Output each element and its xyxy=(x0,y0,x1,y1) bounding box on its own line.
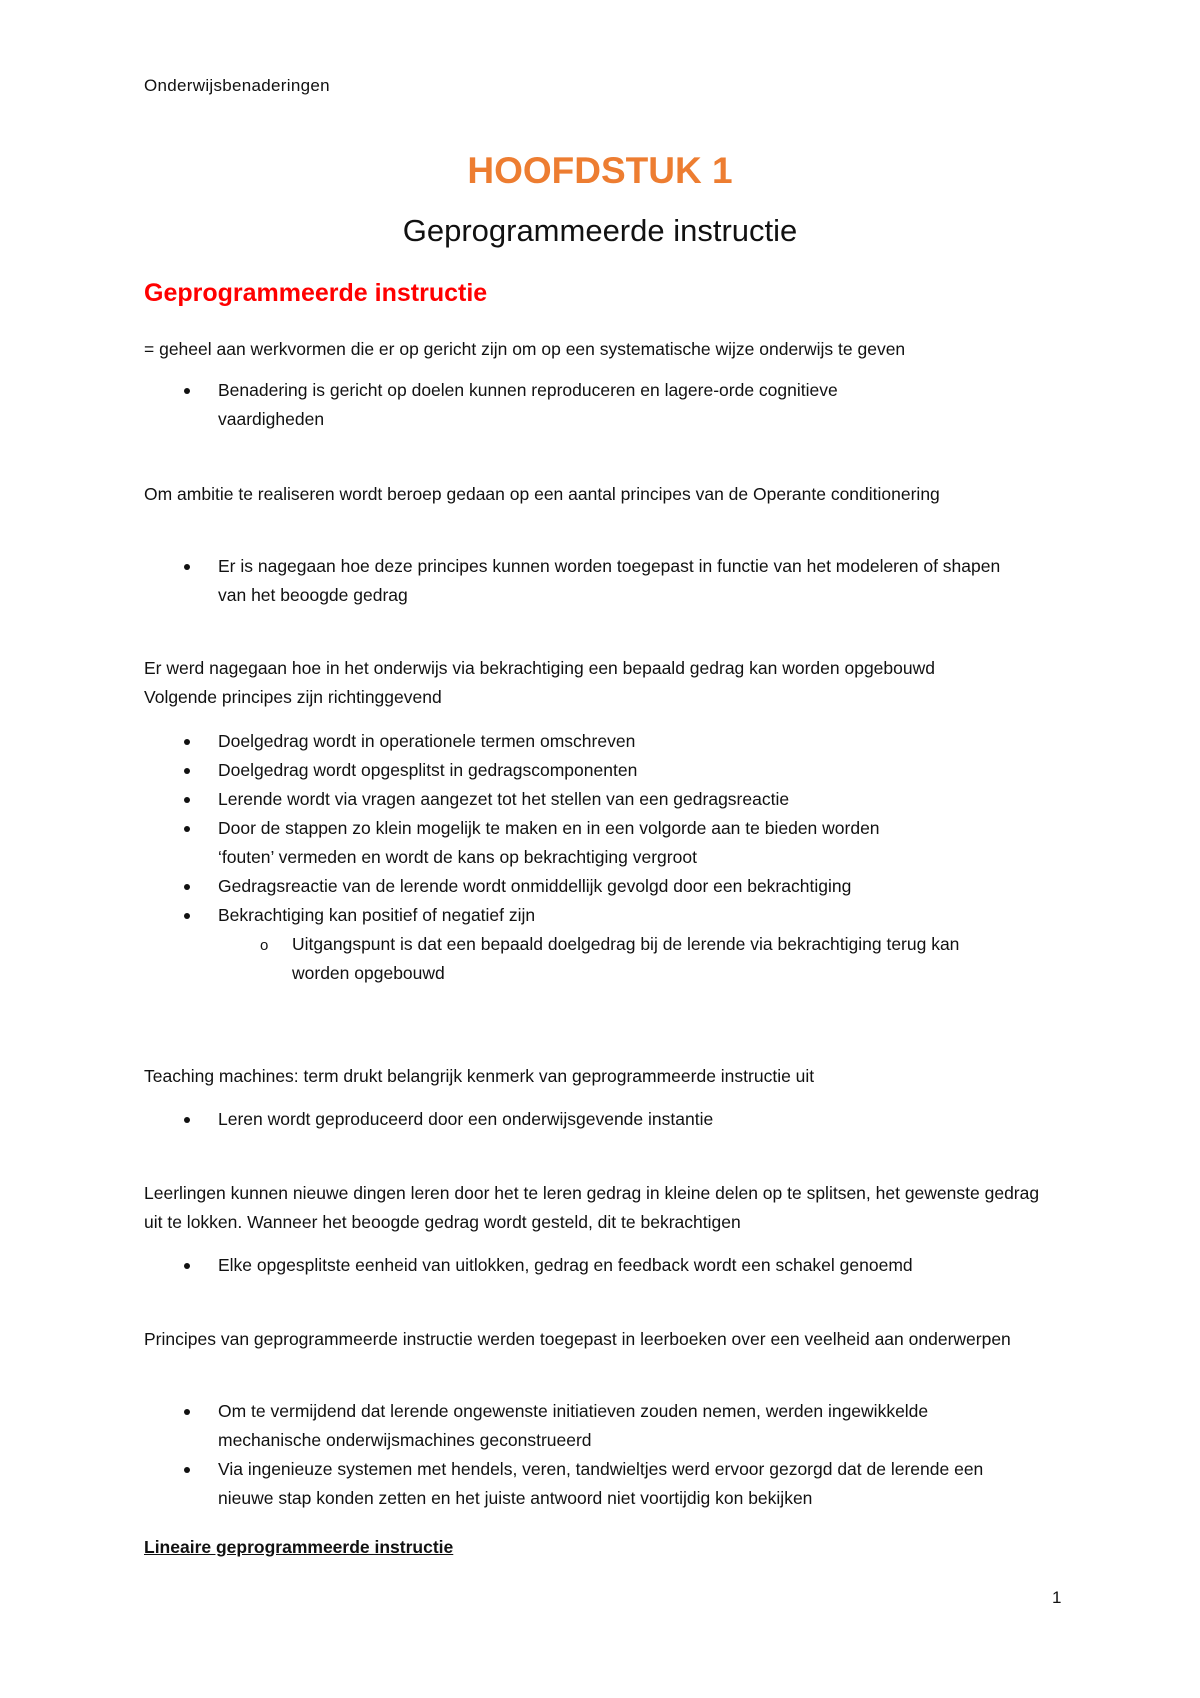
list-item xyxy=(144,1455,1074,1513)
list-item-text: Gedragsreactie van de lerende wordt onmiddellijk gevolgd door een bekrachtiging xyxy=(218,876,852,896)
list-item xyxy=(144,1397,1074,1455)
list-item-text: Via ingenieuze systemen met hendels, veren, tandwieltjes werd ervoor gezorgd dat de lerende een nieuwe stap konden zetten en het juiste antwoord niet voortijdig kon bekijken xyxy=(218,1459,984,1508)
bullet-icon xyxy=(184,884,190,890)
list-item xyxy=(144,727,1074,756)
list-item xyxy=(144,785,1074,814)
section-heading: Geprogrammeerde instructie xyxy=(144,279,488,307)
list-item-text: Lerende wordt via vragen aangezet tot het stellen van een gedragsreactie xyxy=(218,789,790,809)
paragraph-reinforcement-line2: Volgende principes zijn richtinggevend xyxy=(144,687,442,707)
list-item xyxy=(144,901,1074,988)
bullet-icon xyxy=(184,1263,190,1269)
paragraph-textbooks: Principes van geprogrammeerde instructie werden toegepast in leerboeken over een veelheid aan onderwerpen xyxy=(144,1329,1011,1349)
bullet-list-approach xyxy=(144,376,1074,434)
list-item-text: Bekrachtiging kan positief of negatief zijn xyxy=(218,905,536,925)
list-item-text: Om te vermijdend dat lerende ongewenste initiatieven zouden nemen, werden ingewikkelde mechanische onderwijsmachines geconstrueerd xyxy=(218,1401,929,1450)
bullet-icon xyxy=(184,913,190,919)
running-header: Onderwijsbenaderingen xyxy=(144,76,330,95)
bullet-icon xyxy=(184,768,190,774)
subsection-heading: Lineaire geprogrammeerde instructie xyxy=(144,1537,454,1557)
list-item xyxy=(144,376,1074,434)
list-item xyxy=(144,1251,1074,1280)
list-item-text: Leren wordt geproduceerd door een onderwijsgevende instantie xyxy=(218,1109,714,1129)
bullet-icon xyxy=(184,564,190,570)
bullet-list-machines xyxy=(144,1397,1074,1513)
list-item-text: Benadering is gericht op doelen kunnen reproduceren en lagere-orde cognitieve vaardigheden xyxy=(218,380,838,429)
paragraph-ambition: Om ambitie te realiseren wordt beroep gedaan op een aantal principes van de Operante conditionering xyxy=(144,484,940,504)
list-item-text: Doelgedrag wordt in operationele termen omschreven xyxy=(218,731,636,751)
bullet-list-principles-applied xyxy=(144,552,1074,610)
bullet-icon xyxy=(184,1409,190,1415)
bullet-icon xyxy=(184,797,190,803)
list-item xyxy=(144,814,1074,872)
list-item xyxy=(144,756,1074,785)
list-item xyxy=(144,552,1074,610)
bullet-list-chain xyxy=(144,1251,1074,1280)
chapter-subtitle: Geprogrammeerde instructie xyxy=(402,213,798,248)
list-item-text: Elke opgesplitste eenheid van uitlokken, gedrag en feedback wordt een schakel genoemd xyxy=(218,1255,913,1275)
list-item-text: Er is nagegaan hoe deze principes kunnen worden toegepast in functie van het modeleren of shapen van het beoogde gedrag xyxy=(218,556,1001,605)
list-item xyxy=(144,872,1074,901)
bullet-icon xyxy=(184,739,190,745)
list-item-text: Doelgedrag wordt opgesplitst in gedragscomponenten xyxy=(218,760,638,780)
bullet-icon xyxy=(184,1117,190,1123)
paragraph-learners: Leerlingen kunnen nieuwe dingen leren door het te leren gedrag in kleine delen op te splitsen, het gewenste gedrag uit te lokken. Wanneer het beoogde gedrag wordt gesteld, dit te bekrachtigen xyxy=(144,1183,1040,1232)
sub-list-item xyxy=(218,930,1074,988)
bullet-list-teaching-machines xyxy=(144,1105,1074,1134)
definition-paragraph: = geheel aan werkvormen die er op gericht zijn om op een systematische wijze onderwijs te geven xyxy=(144,339,906,359)
list-item xyxy=(144,1105,1074,1134)
chapter-title: HOOFDSTUK 1 xyxy=(467,150,733,191)
circle-bullet-icon: o xyxy=(260,937,269,954)
list-item-text: Door de stappen zo klein mogelijk te maken en in een volgorde aan te bieden worden ‘fouten’ vermeden en wordt de kans op bekrachtiging vergroot xyxy=(218,818,880,867)
bullet-icon xyxy=(184,388,190,394)
page-number: 1 xyxy=(1052,1588,1062,1607)
paragraph-reinforcement-line1: Er werd nagegaan hoe in het onderwijs via bekrachtiging een bepaald gedrag kan worden opgebouwd xyxy=(144,658,935,678)
bullet-list-guiding-principles xyxy=(144,727,1074,988)
sub-list xyxy=(218,930,1074,988)
bullet-icon xyxy=(184,1467,190,1473)
paragraph-teaching-machines: Teaching machines: term drukt belangrijk kenmerk van geprogrammeerde instructie uit xyxy=(144,1066,815,1086)
bullet-icon xyxy=(184,826,190,832)
sub-list-item-text: Uitgangspunt is dat een bepaald doelgedrag bij de lerende via bekrachtiging terug kan worden opgebouwd xyxy=(292,934,960,983)
